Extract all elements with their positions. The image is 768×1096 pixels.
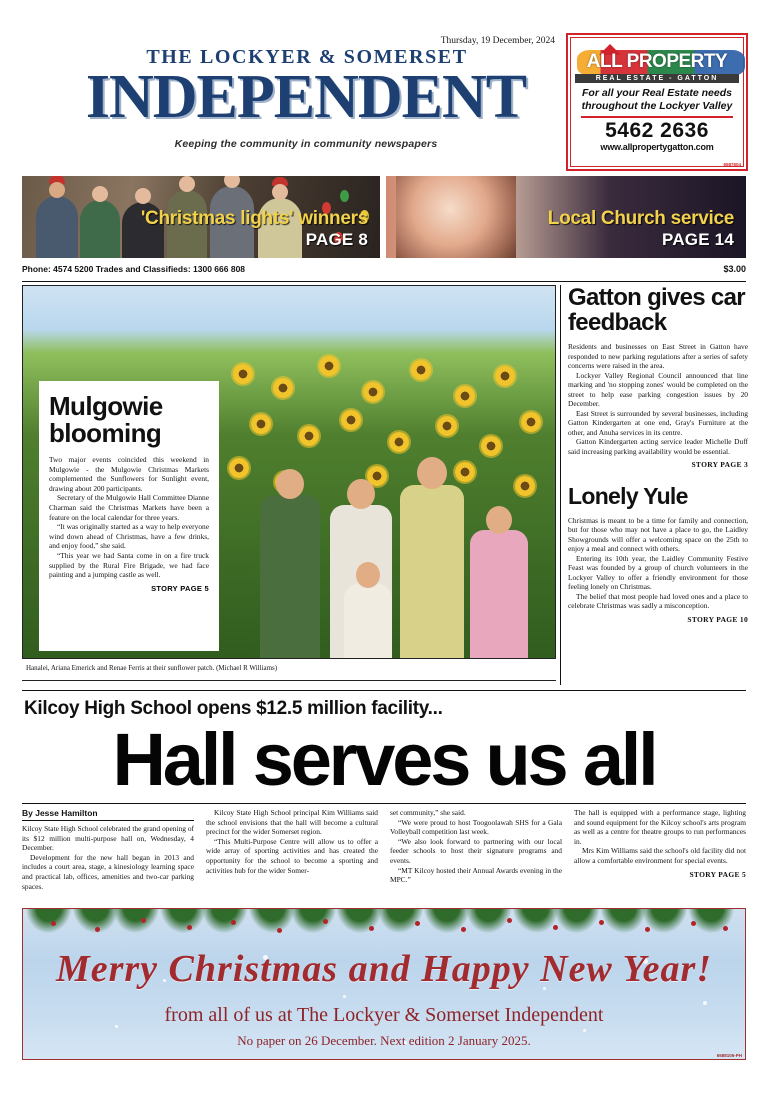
- paragraph: Entering its 10th year, the Laidley Community Festive Feast was founded by a group of church volunteers in the Lockyer Valley to offer a friendly environment for those feeling lonely on Christmas.: [568, 553, 748, 591]
- lead-paragraph: “This year we had Santa come in on a fire truck supplied by the Rural Fire Brigade, we had face painting and a jumping castle as well.: [49, 550, 209, 580]
- headline-underline-divider: [22, 803, 746, 804]
- column-body: [22, 824, 194, 891]
- paragraph: Kilcoy State High School celebrated the grand opening of its $12 million multi-purpose hall on, Wednesday, 4 December.: [22, 824, 194, 853]
- teaser-page-ref: PAGE 14: [662, 230, 734, 249]
- paragraph: set community,” she said.: [390, 808, 466, 817]
- paragraph: “This Multi-Purpose Centre will allow us to offer a wide array of sporting activities and has created the opportunity for the school to become a sporting and activities hub for the wider Somer-: [206, 836, 378, 875]
- paragraph: Christmas is meant to be a time for family and connection, but for those who may not have a place to go, the Laidley Showgrounds will offer a welcoming space on the 25th to enjoy a meal and connect with others.: [568, 515, 748, 553]
- second-lead-headline: Hall serves us all: [112, 718, 656, 801]
- christmas-script-greeting: Merry Christmas and Happy New Year!: [55, 948, 713, 990]
- section-divider: [22, 690, 746, 691]
- advertisement-inner: [570, 37, 744, 167]
- lead-paragraph: “It was originally started as a way to help everyone wind down ahead of Christmas, have a few drinks, and enjoy food,” she said.: [49, 522, 209, 551]
- lead-paragraph: Two major events coincided this weekend in Mulgowie - the Mulgowie Christmas Markets complemented the Sunflowers for Sunlight event, drawing about 200 participants.: [49, 455, 209, 493]
- person-head: [49, 182, 65, 198]
- lead-story-reference: STORY PAGE 5: [151, 583, 209, 593]
- masthead-title-top: THE LOCKYER & SOMERSET: [146, 46, 468, 68]
- paragraph: The hall is equipped with a performance stage, lighting and sound equipment for the Kilcoy school's arts program as well as a centre for theatre groups to run performances in.: [574, 808, 746, 846]
- second-lead-reference: STORY PAGE 5: [689, 869, 746, 879]
- column-body: [206, 808, 378, 875]
- paragraph: “We were proud to host Toogoolawah SHS for a Gala Volleyball competition last week.: [390, 817, 562, 837]
- ad-website: www.allpropertygatton.com: [600, 142, 714, 152]
- photo-person-adult: [260, 495, 320, 680]
- christmas-from-line: from all of us at The Lockyer & Somerset Independent: [164, 1004, 604, 1026]
- teaser-headline: Local Church service: [547, 208, 734, 229]
- paragraph: The belief that most people had loved ones and a place to celebrate Christmas was sadly a misconception.: [568, 591, 748, 610]
- ad-divider: [581, 116, 733, 118]
- paragraph: Development for the new hall began in 2013 and includes a court area, stage, a kinesiology learning space and practical lab, offices, amenities and two-car parking spaces.: [22, 852, 194, 891]
- teaser-person: [36, 196, 78, 258]
- article-column-2: [206, 808, 378, 891]
- contact-bar: [22, 264, 746, 280]
- ad-logo-sub-text: REAL ESTATE - GATTON: [575, 74, 739, 83]
- lead-headline: Mulgowie blooming: [49, 391, 163, 448]
- ad-logo-main-text: ALL PROPERTY: [586, 51, 728, 72]
- teaser-christmas-lights[interactable]: [22, 176, 380, 258]
- paragraph: “MT Kilcoy hosted their Annual Awards evening in the MPC.”: [390, 865, 562, 885]
- lonely-yule-body: [568, 516, 748, 625]
- teaser-text-block: [141, 208, 368, 250]
- christmas-bulb-icon: [340, 190, 349, 202]
- christmas-greeting-banner: [22, 908, 746, 1060]
- person-head: [135, 188, 151, 204]
- contact-phone-text: Phone: 4574 5200 Trades and Classifieds: 1300 666 808: [22, 264, 246, 274]
- christmas-publication-note: No paper on 26 December. Next edition 2 January 2025.: [237, 1033, 531, 1048]
- masthead-title-main: INDEPENDENT: [85, 63, 527, 131]
- lead-paragraph: Secretary of the Mulgowie Hall Committee Dianne Charman said the Christmas Markets have been a feature on the local calendar for three years.: [49, 493, 209, 522]
- teaser-headline: 'Christmas lights' winners: [140, 208, 368, 229]
- teaser-text-block: [548, 208, 734, 250]
- person-head: [272, 184, 288, 200]
- ad-reference-code: 6587604: [723, 162, 741, 167]
- paragraph: Residents and businesses on East Street in Gatton have responded to new parking regulations after a series of safety concerns were raised in the area.: [568, 342, 748, 370]
- article-column-4: [574, 808, 746, 891]
- lead-photo-block: [22, 285, 556, 681]
- teaser-church-service[interactable]: [386, 176, 746, 258]
- all-property-logo: [575, 44, 739, 84]
- lonely-yule-headline: Lonely Yule: [568, 482, 688, 509]
- header-divider: [22, 281, 746, 282]
- column-body: [390, 808, 562, 885]
- banner-reference-code: 6588106-PH: [716, 1053, 742, 1058]
- article-column-3: [390, 808, 562, 891]
- photo-person-adult: [400, 485, 464, 680]
- right-column: [568, 285, 748, 624]
- masthead-slogan: Keeping the community in community newspapers: [174, 138, 438, 150]
- lead-photo-caption: Hanalei, Ariana Emerick and Renae Ferris at their sunflower patch. (Michael R Williams): [22, 658, 556, 680]
- lead-story-overlay: [39, 381, 219, 651]
- byline: By Jesse Hamilton: [22, 808, 194, 821]
- paragraph: Gatton Kindergarten acting service leader Michelle Duff said increasing parking availability would be essential.: [568, 437, 748, 456]
- teaser-page-ref: PAGE 8: [305, 230, 368, 249]
- ad-phone-number: 5462 2636: [605, 119, 709, 142]
- family-photo-subjects: [248, 380, 548, 680]
- second-lead-columns: [22, 808, 746, 891]
- person-head: [179, 176, 195, 192]
- paragraph: Kilcoy State High School principal Kim Williams said the school envisions that the hall will become a cultural precinct for the wider Somerset region.: [206, 808, 378, 837]
- second-lead-kicker: Kilcoy High School opens $12.5 million facility...: [24, 698, 443, 719]
- advertisement-box[interactable]: [566, 33, 748, 171]
- paragraph: Mrs Kim Williams said the school's old facility did not allow a comfortable environment for special events.: [574, 846, 746, 865]
- article-column-1: [22, 808, 194, 891]
- pine-garland-decoration: [23, 909, 745, 947]
- gatton-story-headline: Gatton gives car feedback: [568, 284, 745, 336]
- gatton-story-body: [568, 342, 748, 470]
- paragraph: East Street is surrounded by several businesses, including Gatton Kindergarten at one end, Gray's Furniture at the other, and Anuha services in its centre.: [568, 408, 748, 437]
- cover-price: $3.00: [723, 264, 746, 274]
- person-head: [224, 176, 240, 188]
- nativity-figures-image: [396, 176, 516, 258]
- edition-date: Thursday, 19 December, 2024: [440, 36, 555, 46]
- paragraph: “We also look forward to partnering with our local feeder schools to host their signature programs and events.: [390, 836, 562, 865]
- lonely-yule-reference: STORY PAGE 10: [687, 614, 748, 624]
- gatton-story-reference: STORY PAGE 3: [691, 460, 748, 469]
- lead-body-text: [49, 455, 209, 580]
- paragraph: Lockyer Valley Regional Council announced that line marking and 'no stopping zones' would be completed on the street to help ease parking congestion issues by 20 December.: [568, 370, 748, 408]
- person-head: [92, 186, 108, 202]
- column-body: [574, 808, 746, 879]
- column-divider: [560, 285, 561, 685]
- teaser-person: [80, 200, 120, 258]
- ad-tagline: For all your Real Estate needs throughout the Lockyer Valley: [581, 87, 733, 112]
